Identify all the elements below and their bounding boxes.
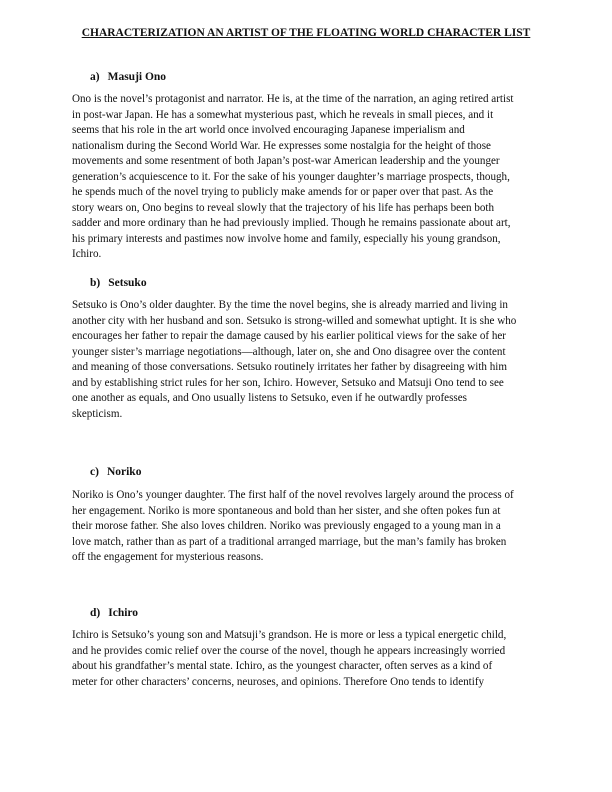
section-name: Setsuko [108,277,147,289]
paragraph-line: Noriko is Ono’s younger daughter. The first half of the novel revolves largely around the process of [72,489,514,501]
paragraph-line: younger sister’s marriage negotiations—although, later on, she and Ono disagree over the content [72,345,506,358]
paragraph-line: about his grandfather’s mental state. Ichiro, as the youngest character, often serves as a kind of [72,660,493,673]
paragraph-line: off the engagement for mysterious reasons. [72,551,264,564]
paragraph-line: and by establishing strict rules for her son, Ichiro. However, Setsuko and Matsuji Ono tend to see [72,376,504,389]
paragraph-line: Ichiro. [72,248,102,261]
paragraph-line: sadder and more ordinary than he had previously implied. Though he remains passionate about art, [72,217,511,230]
section-name: Noriko [106,466,142,478]
paragraph-masuji-ono [72,92,560,263]
paragraph-line: her engagement. Noriko is more spontaneous and bold than her sister, and she often pokes fun at [72,504,501,517]
paragraph-line: he spends much of the novel trying to publicly make amends for or paper over that past. As the [72,186,494,199]
paragraph-line: one another as equals, and Ono usually listens to Setsuko, even if he outwardly professes [72,392,467,405]
section-name: Masuji Ono [107,71,167,83]
section-heading-masuji-ono [90,71,166,83]
paragraph-line: Ichiro is Setsuko’s young son and Matsuji’s grandson. He is more or less a typical energetic child, [72,629,507,641]
document-title: CHARACTERIZATION AN ARTIST OF THE FLOATING WORLD CHARACTER LIST [81,27,531,39]
section-marker: d) [90,607,101,619]
paragraph-line: and he provides comic relief over the course of the novel, though he appears increasingly worried [72,644,506,657]
paragraph-line: generation’s acquiescence to it. For the sake of his younger daughter’s marriage prospects, though, [72,170,510,183]
section-heading-setsuko [90,277,147,289]
section-heading-ichiro [90,607,138,619]
section-heading-noriko [90,466,141,478]
paragraph-line: their morose father. She also loves children. Noriko was previously engaged to a young man in a [72,520,501,533]
paragraph-line: seems that his role in the art world once involved encouraging Japanese imperialism and [72,124,465,137]
paragraph-line: Ono is the novel’s protagonist and narrator. He is, at the time of the narration, an aging retired artist [72,93,514,105]
paragraph-line: movements and some resentment of both Japan’s post-war American leadership and the younger [72,155,500,168]
paragraph-line: story wears on, Ono begins to reveal slowly that the trajectory of his life has perhaps been both [72,201,495,214]
section-marker: a) [90,71,100,83]
paragraph-line: and meaning of those conversations. Setsuko routinely irritates her father by disagreeing with him [72,361,508,374]
paragraph-line: love match, rather than as part of a traditional arranged marriage, but the man’s family has broken [72,535,507,548]
paragraph-ichiro [72,628,560,690]
section-name: Ichiro [108,607,139,619]
paragraph-line: in post-war Japan. He has a somewhat mysterious past, which he reveals in small pieces, and it [72,108,494,121]
paragraph-line: Setsuko is Ono’s older daughter. By the time the novel begins, she is already married and living in [72,299,508,311]
paragraph-setsuko [72,298,560,422]
section-marker: b) [90,277,101,289]
paragraph-line: his primary interests and pastimes now involve home and family, especially his young grandson, [72,232,501,245]
section-marker: c) [90,466,99,478]
paragraph-line: meter for other characters’ concerns, neuroses, and opinions. Therefore Ono tends to identify [72,675,485,688]
paragraph-line: another city with her husband and son. Setsuko is strong-willed and somewhat uptight. It is she who [72,314,517,327]
paragraph-line: encourages her father to repair the damage caused by his earlier political views for the sake of her [72,330,507,343]
paragraph-line: skepticism. [72,407,123,420]
paragraph-noriko [72,488,560,566]
paragraph-line: nationalism during the Second World War. He expresses some nostalgia for the height of those [72,139,491,152]
